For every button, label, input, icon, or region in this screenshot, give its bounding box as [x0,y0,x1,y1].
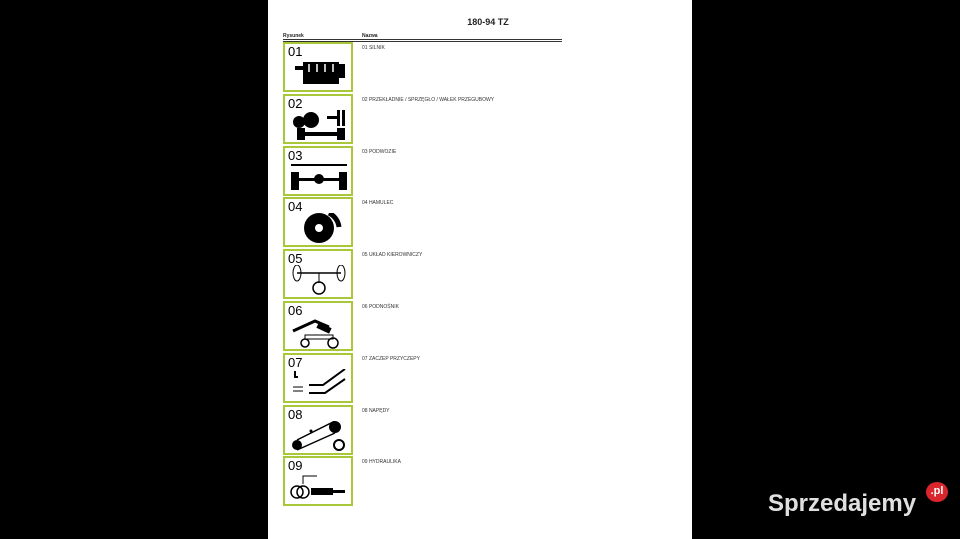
item-name: 07 ZACZEP PRZYCZEPY [362,355,420,362]
brake-disc-icon [289,213,349,245]
list-item [283,197,562,249]
lift-icon [289,317,349,349]
trailer-hitch-icon [289,369,349,401]
item-name: 05 UKŁAD KIEROWNICZY [362,252,423,259]
item-name: 04 HAMULEC [362,200,394,207]
drawing-thumbnail[interactable] [283,197,353,247]
drawing-thumbnail[interactable] [283,146,353,196]
document-page [268,0,692,539]
drawing-number: 01 [288,44,303,59]
gears-icon [289,110,349,142]
item-name: 09 HYDRAULIKA [362,459,401,466]
hydraulics-icon [289,472,349,504]
list-item [283,301,562,353]
drawing-thumbnail[interactable] [283,249,353,299]
drawing-number: 09 [288,458,303,474]
item-name: 08 NAPĘDY [362,407,390,414]
list-item [283,405,562,457]
list-item [283,146,562,198]
engine-icon [289,58,349,90]
item-name: 03 PODWOZIE [362,148,397,155]
item-name: 01 SILNIK [362,45,385,51]
list-item [283,249,562,301]
drawing-number: 08 [288,406,303,422]
list-item [283,42,562,94]
drawing-thumbnail[interactable] [283,456,353,506]
drawing-number: 04 [288,199,303,215]
drawing-number: 02 [288,95,303,111]
column-header-drawing: Rysunek [283,33,304,39]
steering-icon [289,265,349,297]
drawing-number: 05 [288,251,303,267]
drawing-number: 03 [288,147,303,163]
column-header-name: Nazwa [362,33,378,39]
watermark-badge: .pl [926,482,948,502]
item-name: 06 PODNOŚNIK [362,304,399,310]
drawing-number: 07 [288,354,303,370]
drawing-thumbnail[interactable] [283,301,353,351]
drawing-thumbnail[interactable] [283,94,353,144]
drawing-thumbnail[interactable] [283,353,353,403]
document-title: 180-94 TZ [467,17,509,27]
item-name: 02 PRZEKŁADNIE / SPRZĘGŁO / WAŁEK PRZEGUBOWY [362,96,495,103]
drive-belt-icon [289,421,349,453]
chassis-icon [289,162,349,194]
drawing-number: 06 [288,303,303,318]
list-item [283,94,562,146]
drawing-thumbnail[interactable] [283,42,353,92]
header-rule [283,39,562,40]
drawing-thumbnail[interactable] [283,405,353,455]
watermark-logo: Sprzedajemy [768,490,917,517]
list-item [283,353,562,405]
list-item [283,456,562,508]
